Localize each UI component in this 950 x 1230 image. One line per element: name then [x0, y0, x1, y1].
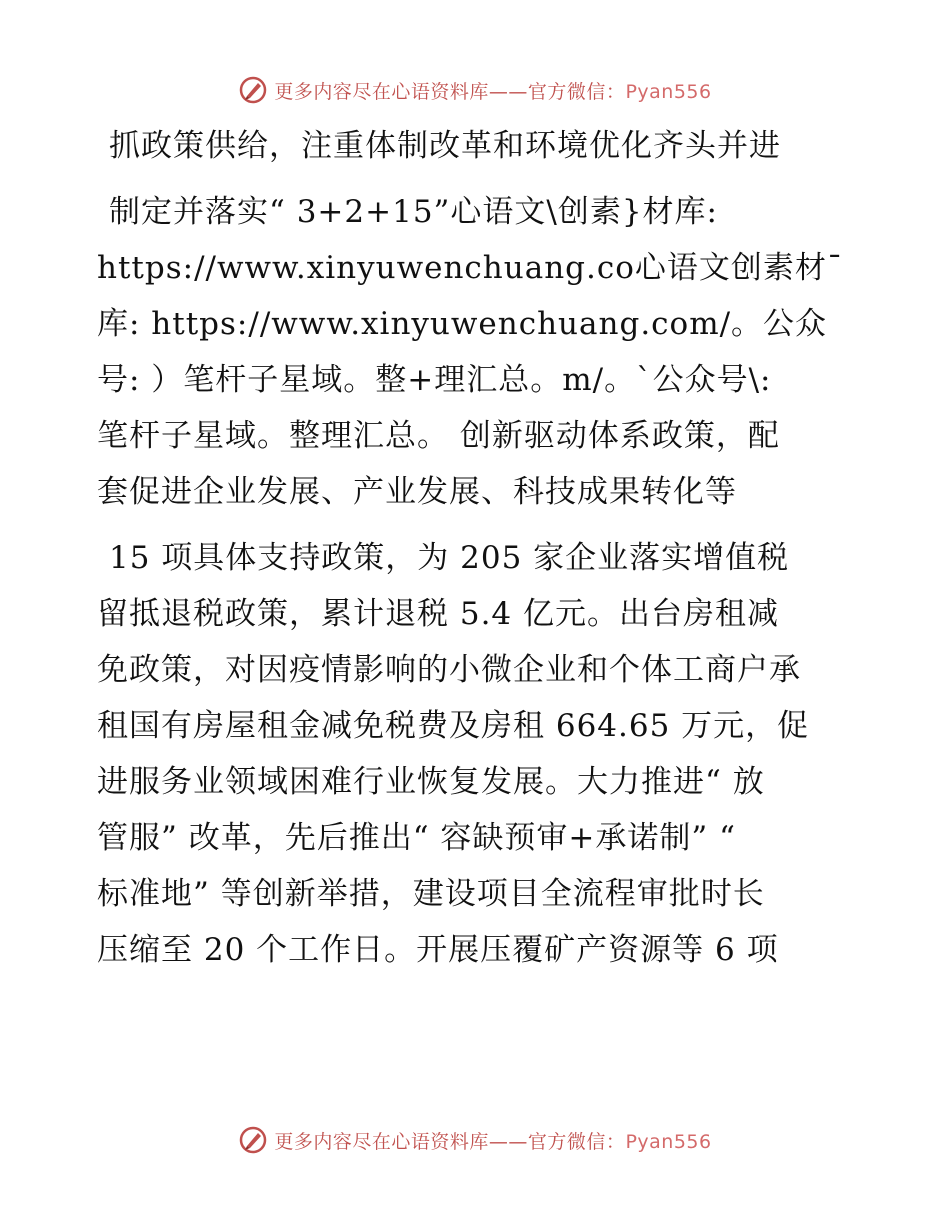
- footer-watermark-banner: [0, 1120, 950, 1160]
- document-body: [97, 118, 857, 978]
- document-line: 租国有房屋租金减免税费及房租 664.65 万元，促: [97, 708, 810, 744]
- document-line: 管服” 改革，先后推出“ 容缺预审+承诺制” “: [97, 820, 736, 856]
- document-line: 15 项具体支持政策，为 205 家企业落实增值税: [109, 540, 790, 576]
- pen-logo-icon: [238, 75, 268, 105]
- header-watermark-banner: [0, 70, 950, 110]
- document-line: https://www.xinyuwenchuang.co心语文创素材¯: [97, 250, 844, 286]
- document-line: 标准地” 等创新举措，建设项目全流程审批时长: [97, 876, 765, 912]
- document-line: 留抵退税政策，累计退税 5.4 亿元。出台房租减: [97, 596, 780, 632]
- document-line: 制定并落实“ 3+2+15”心语文\创素}材库:: [109, 194, 719, 230]
- document-line: 进服务业领域困难行业恢复发展。大力推进“ 放: [97, 764, 765, 800]
- document-line: 库: https://www.xinyuwenchuang.com/。公众: [97, 306, 828, 342]
- document-line: 免政策，对因疫情影响的小微企业和个体工商户承: [97, 652, 801, 688]
- header-brand: 更多内容尽在心语资料库: [274, 80, 489, 103]
- document-line: 抓政策供给，注重体制改革和环境优化齐头并进: [109, 128, 781, 164]
- document-line: 号: ）笔杆子星域。整+理汇总。m/。`公众号\:: [97, 362, 772, 398]
- document-line: 压缩至 20 个工作日。开展压覆矿产资源等 6 项: [97, 932, 779, 968]
- footer-watermark-text: [274, 1127, 711, 1154]
- footer-brand: 更多内容尽在心语资料库: [274, 1130, 489, 1153]
- footer-separator: ——: [488, 1130, 528, 1153]
- footer-wechat-id: Pyan556: [625, 1130, 712, 1153]
- document-line: 套促进企业发展、产业发展、科技成果转化等: [97, 474, 737, 510]
- header-watermark-text: [274, 77, 711, 104]
- header-wechat-id: Pyan556: [625, 80, 712, 103]
- pen-logo-icon: [238, 1125, 268, 1155]
- document-line: 笔杆子星域。整理汇总。 创新驱动体系政策，配: [97, 418, 780, 454]
- header-separator: ——: [488, 80, 528, 103]
- footer-wechat-label: 官方微信：: [527, 1130, 626, 1153]
- header-wechat-label: 官方微信：: [527, 80, 626, 103]
